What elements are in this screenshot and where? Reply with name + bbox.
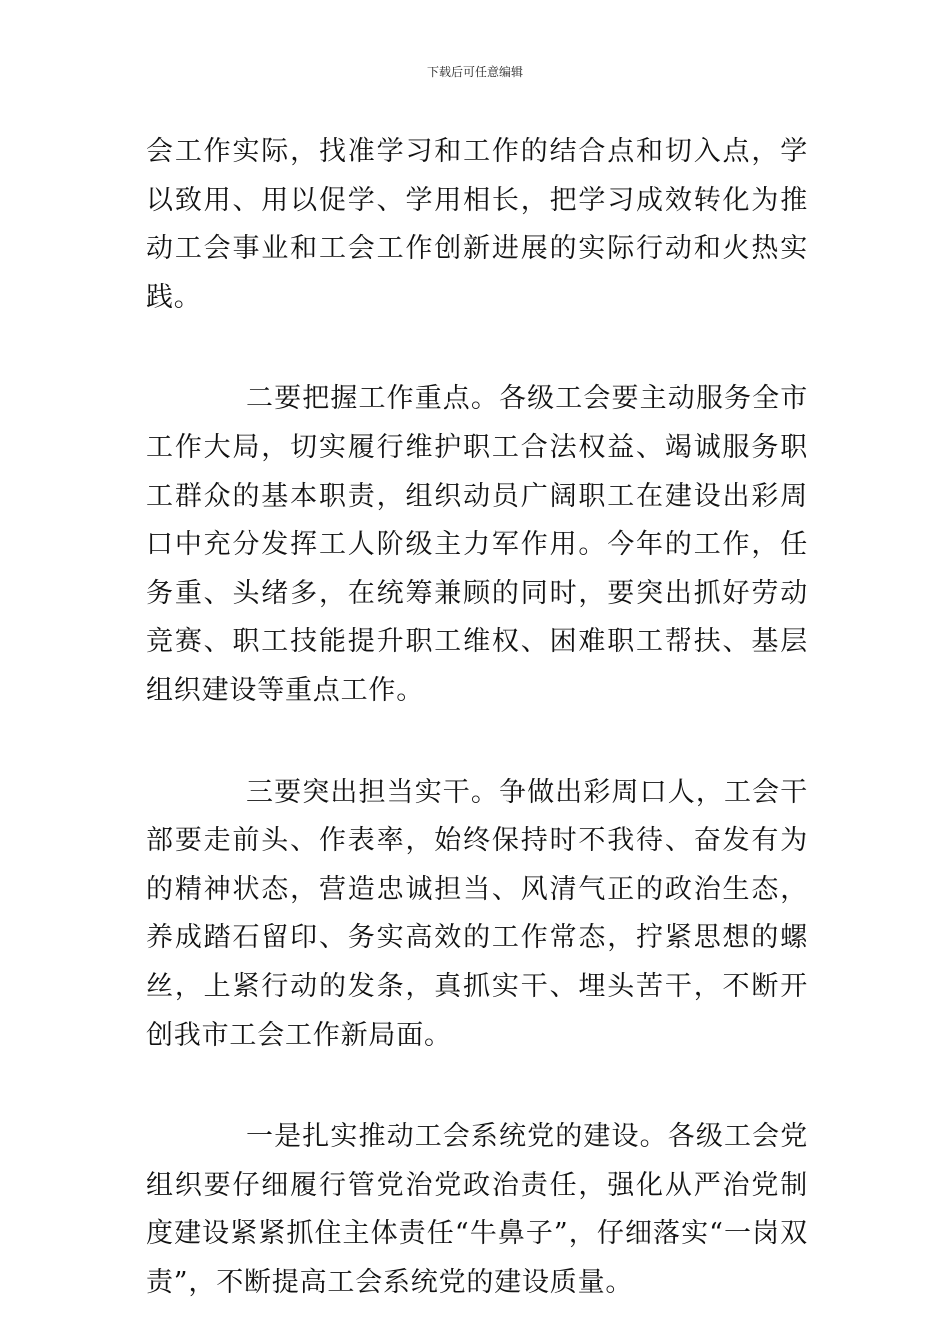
document-body [146,128,808,1307]
page-header-note: 下载后可任意编辑 [426,65,523,79]
paragraph-party-building: 一是扎实推动工会系统党的建设。各级工会党组织要仔细履行管党治党政治责任，强化从严治党制度建设紧紧抓住主体责任“牛鼻子”，仔细落实“一岗双责”，不断提高工会系统党的建设质量。 [146,1121,808,1298]
paragraph-work-focus: 二要把握工作重点。各级工会要主动服务全市工作大局，切实履行维护职工合法权益、竭诚服务职工群众的基本职责，组织动员广阔职工在建设出彩周口中充分发挥工人阶级主力军作用。今年的工作，任务重、头绪多，在统筹兼顾的同时，要突出抓好劳动竞赛、职工技能提升职工维权、困难职工帮扶、基层组织建设等重点工作。 [146,383,808,706]
paragraph-continued: 会工作实际，找准学习和工作的结合点和切入点，学以致用、用以促学、学用相长，把学习成效转化为推动工会事业和工会工作创新进展的实际行动和火热实践。 [146,136,808,313]
paragraph-responsibility: 三要突出担当实干。争做出彩周口人，工会干部要走前头、作表率，始终保持时不我待、奋发有为的精神状态，营造忠诚担当、风清气正的政治生态，养成踏石留印、务实高效的工作常态，拧紧思想的螺丝，上紧行动的发条，真抓实干、埋头苦干，不断开创我市工会工作新局面。 [146,776,808,1051]
